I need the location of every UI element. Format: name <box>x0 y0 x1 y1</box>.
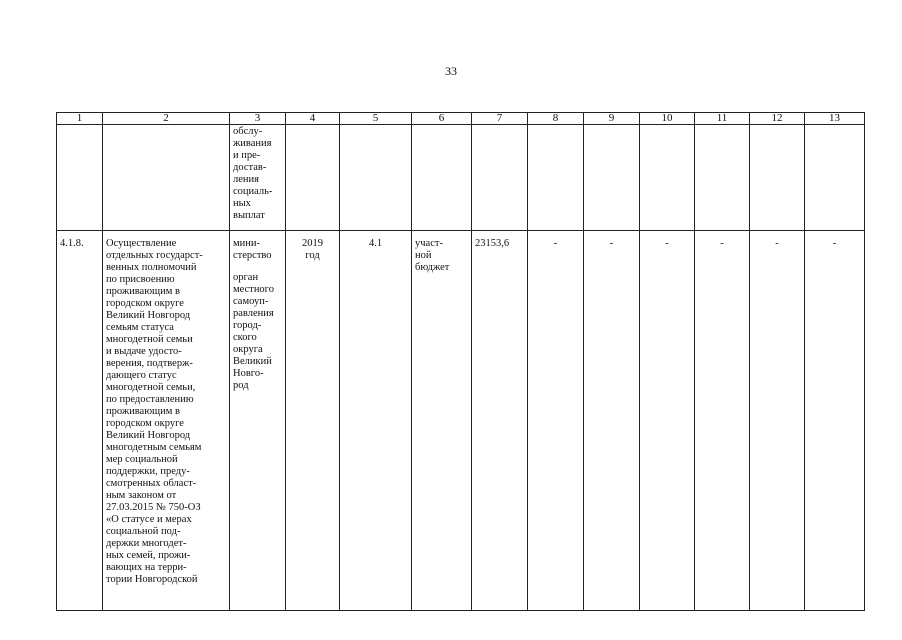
table-cell <box>695 125 750 231</box>
year-cell: 2019 год <box>286 231 340 611</box>
table-cell <box>640 125 695 231</box>
target-indicator-cell: 4.1 <box>340 231 412 611</box>
empty-value-cell: - <box>584 231 640 611</box>
empty-value-cell: - <box>805 231 865 611</box>
column-header: 13 <box>805 113 865 125</box>
column-header: 2 <box>103 113 230 125</box>
funding-source-cell: участ- ной бюджет <box>412 231 472 611</box>
column-header: 12 <box>750 113 805 125</box>
table-cell <box>286 125 340 231</box>
empty-value-cell: - <box>695 231 750 611</box>
header-row <box>57 113 865 125</box>
column-header: 5 <box>340 113 412 125</box>
table-cell <box>57 125 103 231</box>
executor-ministry: мини- стерство <box>233 238 272 261</box>
executor-cell <box>230 231 286 611</box>
budget-table <box>56 112 865 611</box>
table-cell <box>584 125 640 231</box>
executor-continuation-cell: обслу- живания и пре- достав- ления социаль- ных выплат <box>230 125 286 231</box>
column-header: 11 <box>695 113 750 125</box>
column-header: 4 <box>286 113 340 125</box>
executor-local-government: орган местного самоуп- равления город- ского округа Великий Новго- род <box>233 272 274 391</box>
table-cell <box>472 125 528 231</box>
table-cell <box>528 125 584 231</box>
column-header: 10 <box>640 113 695 125</box>
table-cell <box>103 125 230 231</box>
column-header: 3 <box>230 113 286 125</box>
item-number-cell: 4.1.8. <box>57 231 103 611</box>
column-header: 8 <box>528 113 584 125</box>
table-row-continuation <box>57 125 865 231</box>
table-row-4-1-8 <box>57 231 865 611</box>
empty-value-cell: - <box>528 231 584 611</box>
page-number: 33 <box>445 64 457 78</box>
column-header: 1 <box>57 113 103 125</box>
table-cell <box>340 125 412 231</box>
column-header: 6 <box>412 113 472 125</box>
table-cell <box>805 125 865 231</box>
column-header: 9 <box>584 113 640 125</box>
table-cell <box>412 125 472 231</box>
amount-cell: 23153,6 <box>472 231 528 611</box>
table-cell <box>750 125 805 231</box>
empty-value-cell: - <box>750 231 805 611</box>
empty-value-cell: - <box>640 231 695 611</box>
column-header: 7 <box>472 113 528 125</box>
description-cell: Осуществление отдельных государст- венных полномочий по присвоению проживающим в городском округе Великий Новгород семьям статуса многодетной семьи и выдаче удосто- верения, подтверж- дающего статус многодетной семьи, по предоставлению проживающим в городском округе Великий Новгород многодетным семьям мер социальной поддержки, преду- смотренных област- ным законом от 27.03.2015 № 750-ОЗ «О статусе и мерах социальной под- держки многодет- ных семей, прожи- вающих на терри- тории Новгородской <box>103 231 230 611</box>
